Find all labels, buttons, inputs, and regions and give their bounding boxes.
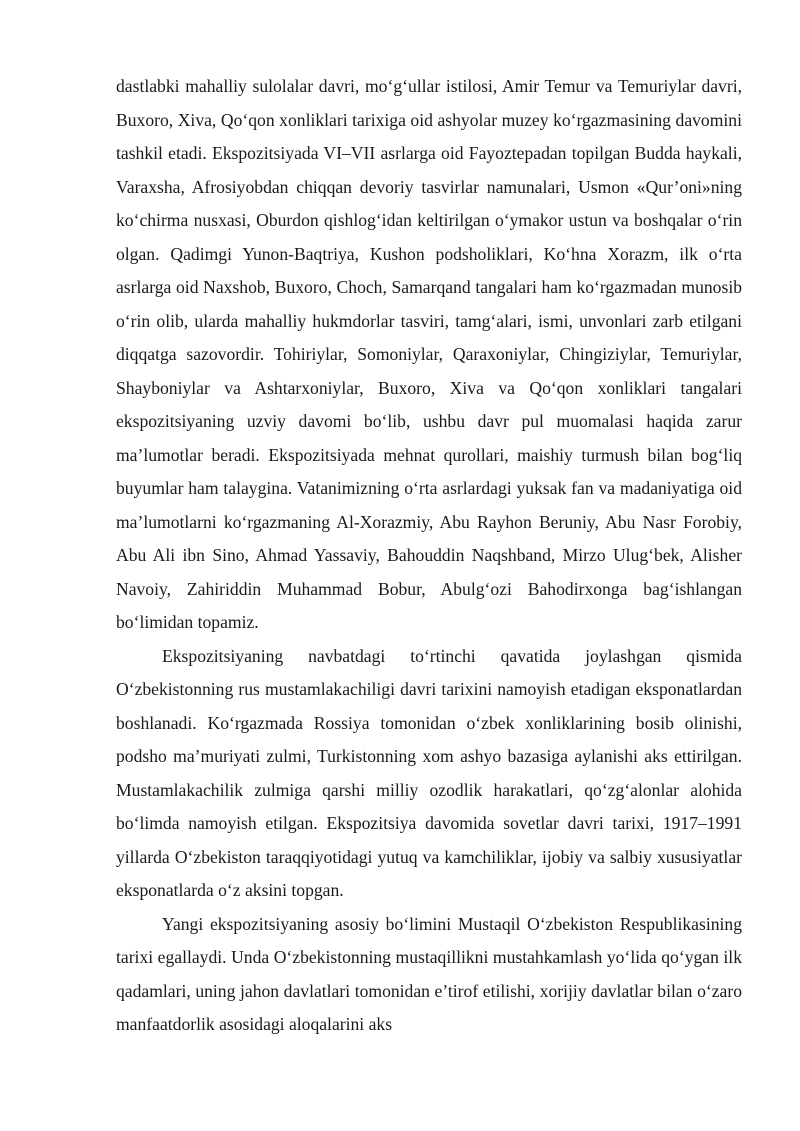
- paragraph-continuation: dastlabki mahalliy sulolalar davri, mo‘g‘ullar istilosi, Amir Temur va Temuriylar davri, Buxoro, Xiva, Qo‘qon xonliklari tarixiga oid ashyolar muzey ko‘rgazmasining davomini tashkil etadi. Ekspozitsiyada VI–VII asrlarga oid Fayoztepadan topilgan Budda haykali, Varaxsha, Afrosiyobdan chiqqan devoriy tasvirlar namunalari, Usmon «Qur’oni»ning ko‘chirma nusxasi, Oburdon qishlog‘idan keltirilgan o‘ymakor ustun va boshqalar o‘rin olgan. Qadimgi Yunon-Baqtriya, Kushon podsholiklari, Ko‘hna Xorazm, ilk o‘rta asrlarga oid Naxshob, Buxoro, Choch, Samarqand tangalari ham ko‘rgazmadan munosib o‘rin olib, ularda mahalliy hukmdorlar tasviri, tamg‘alari, ismi, unvonlari zarb etilgani diqqatga sazovordir. Tohiriylar, Somoniylar, Qaraxoniylar, Chingiziylar, Temuriylar, Shayboniylar va Ashtarxoniylar, Buxoro, Xiva va Qo‘qon xonliklari tangalari ekspozitsiyaning uzviy davomi bo‘lib, ushbu davr pul muomalasi haqida zarur ma’lumotlar beradi. Ekspozitsiyada mehnat qurollari, maishiy turmush bilan bog‘liq buyumlar ham talaygina. Vatanimizning o‘rta asrlardagi yuksak fan va madaniyatiga oid ma’lumotlarni ko‘rgazmaning Al-Xorazmiy, Abu Rayhon Beruniy, Abu Nasr Forobiy, Abu Ali ibn Sino, Ahmad Yassaviy, Bahouddin Naqshband, Mirzo Ulug‘bek, Alisher Navoiy, Zahiriddin Muhammad Bobur, Abulg‘ozi Bahodirxonga bag‘ishlangan bo‘limidan topamiz.: [116, 76, 742, 632]
- paragraph-fourth-floor: Ekspozitsiyaning navbatdagi to‘rtinchi qavatida joylashgan qismida O‘zbekistonning rus mustamlakachiligi davri tarixini namoyish etadigan eksponatlardan boshlanadi. Ko‘rgazmada Rossiya tomonidan o‘zbek xonliklarining bosib olinishi, podsho ma’muriyati zulmi, Turkistonning xom ashyo bazasiga aylanishi aks ettirilgan. Mustamlakachilik zulmiga qarshi milliy ozodlik harakatlari, qo‘zg‘alonlar alohida bo‘limda namoyish etilgan. Ekspozitsiya davomida sovetlar davri tarixi, 1917–1991 yillarda O‘zbekiston taraqqiyotidagi yutuq va kamchiliklar, ijobiy va salbiy xususiyatlar eksponatlarda o‘z aksini topgan.: [116, 645, 742, 900]
- paragraph-independence: Yangi ekspozitsiyaning asosiy bo‘limini Mustaqil O‘zbekiston Respublikasining tarixi egallaydi. Unda O‘zbekistonning mustaqillikni mustahkamlash yo‘lida qo‘ygan ilk qadamlari, uning jahon davlatlari tomonidan e’tirof etilishi, xorijiy davlatlar bilan o‘zaro manfaatdorlik asosidagi aloqalarini aks: [116, 913, 742, 1034]
- document-page: [116, 70, 742, 1042]
